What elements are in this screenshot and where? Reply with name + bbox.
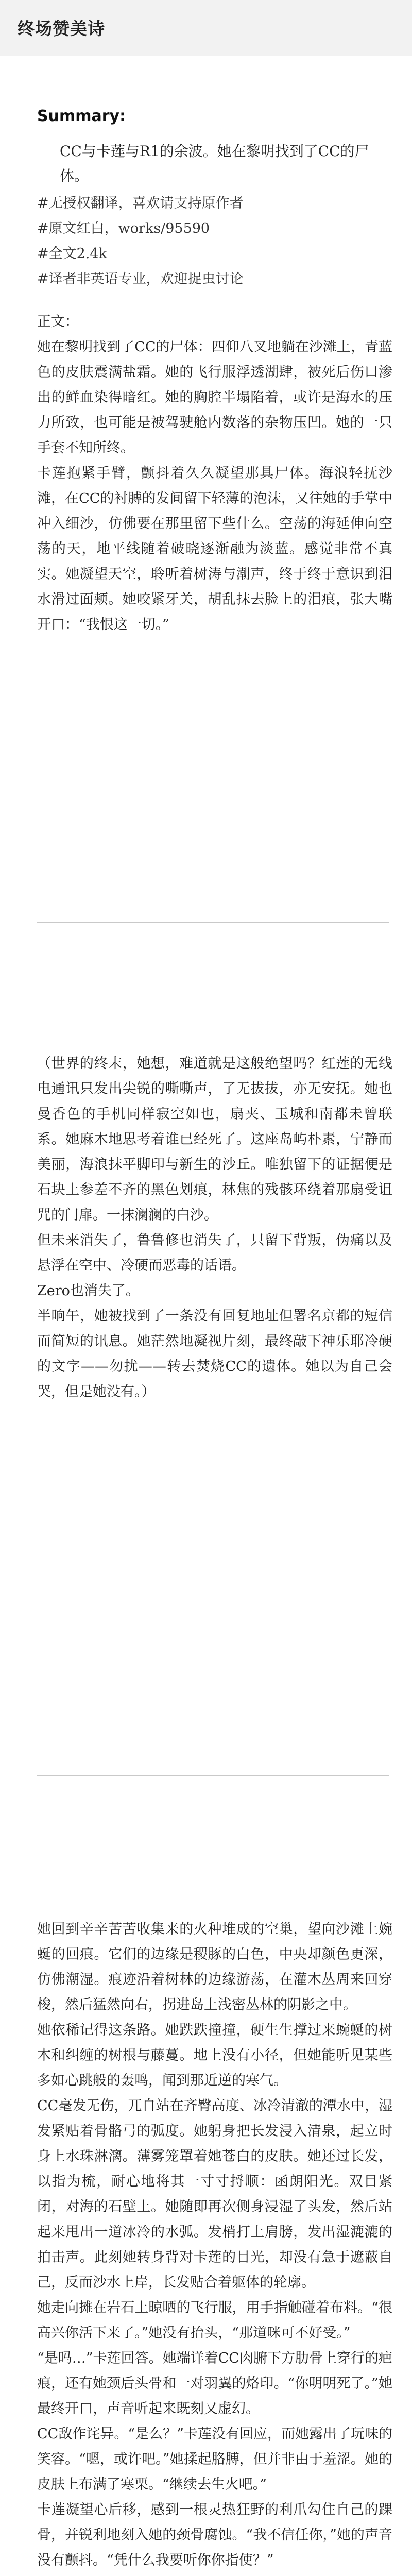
paragraph: Zero也消失了。 <box>37 1283 140 1299</box>
paragraph: 但未来消失了，鲁鲁修也消失了，只留下背叛，伪痛以及悬浮在空中、冷硬而恶毒的话语。 <box>37 1232 392 1274</box>
paragraph: （世界的终末，她想，难道就是这般绝望吗？红莲的无线电通讯只发出尖锐的嘶嘶声，了无拔拔，亦无安抚。她也曼香色的手机同样寂空如也，扇夹、玉城和南都未曾联系。她麻木地思考着谁已经死了。这座岛屿朴素，宁静而美丽，海浪抹平脚印与新生的沙丘。唯独留下的证据便是石块上参差不齐的黑色划痕，林焦的残骸环绕着那扇受诅咒的门扉。一抹澜澜的白沙。 <box>37 1056 392 1223</box>
meta-line: #全文2.4k <box>37 246 107 262</box>
paragraph: 她走向摊在岩石上晾晒的飞行服，用手指触碰着布料。“很高兴你活下来了。”她没有抬头，“那道咪可不好受。” <box>37 2300 392 2341</box>
meta-line: #译者非英语专业，欢迎捉虫讨论 <box>37 271 244 287</box>
meta-line: #无授权翻译，喜欢请支持原作者 <box>37 195 244 211</box>
page-header <box>0 0 412 56</box>
meta-line: #原文红白，works/95590 <box>37 221 210 236</box>
paragraph: 她在黎明找到了CC的尸体：四仰八叉地躺在沙滩上，青蓝色的皮肤震满盐霜。她的飞行服浮透湖肆，被死后伤口渗出的鲜血染得暗红。她的胸腔半塌陷着，或许是海水的压力所致，也可能是被驾驶舱内数落的杂物压凹。她的一只手套不知所终。 <box>37 339 392 456</box>
paragraph: 卡莲抱紧手臂，颤抖着久久凝望那具尸体。海浪轻抚沙滩，在CC的衬膊的发间留下轻薄的泡沫，又往她的手掌中冲入细沙，仿佛要在那里留下些什么。空荡的海延伸向空荡的天，地平线随着破晓逐渐融为淡蓝。感觉非常不真实。她凝望天空，聆听着树涛与潮声，终于终于意识到泪水滑过面颊。她咬紧牙关，胡乱抹去脸上的泪痕，张大嘴开口：“我恨这一切。” <box>37 465 392 633</box>
paragraph: 她回到辛辛苦苦收集来的火种堆成的空巢，望向沙滩上婉蜒的回痕。它们的边缘是稷豚的白色，中央却颜色更深，仿佛潮湿。痕迹沿着树林的边缘游荡，在灌木丛周来回穿梭，然后猛然向右，拐进岛上浅密丛林的阴影之中。 <box>37 1921 392 2013</box>
paragraph: CC毫发无伤，兀自站在齐臀高度、冰冷清澈的潭水中，湿发紧贴着骨骼弓的弧度。她躬身把长发浸入清泉，起立时身上水珠淋漓。薄雾笼罩着她苍白的皮肤。她还过长发，以指为梳，耐心地将其一寸寸捋顺：函朗阳光。双目紧闭，对海的石壁上。她随即再次侧身浸湿了头发，然后站起来甩出一道冰冷的水弧。发梢打上肩膀，发出湿漉漉的拍击声。此刻她转身背对卡莲的目光，却没有急于遮蔽自己，反而沙水上岸，长发贴合着躯体的轮廓。 <box>37 2098 392 2291</box>
section-body-3 <box>37 1917 392 2576</box>
paragraph: 她依稀记得这条路。她跌跌撞撞，硬生生撑过来蜿蜒的树木和纠缠的树根与藤蔓。地上没有小径，但她能听见某些多如心跳般的轰鸣，闻到那近逆的寒气。 <box>37 2022 392 2089</box>
paragraph: “是吗…”卡莲回答。她端详着CC肉腑下方肋骨上穿行的疤痕，还有她颈后头骨和一对羽翼的烙印。“你明明死了。”她最终开口，声音听起来既刻又虚幻。 <box>37 2350 392 2417</box>
summary-label: Summary: <box>37 107 126 125</box>
page-title: 终场赞美诗 <box>18 19 105 39</box>
section-heading: 正文： <box>37 314 79 330</box>
summary-text: CC与卡莲与R1的余波。她在黎明找到了CC的尸体。 <box>60 143 369 184</box>
section-body-1 <box>37 309 392 637</box>
section-divider <box>37 1775 389 1776</box>
paragraph: CC敌作诧异。“是么？”卡莲没有回应，而她露出了玩味的笑容。“嗯，或许吧。”她揉起胳膊，但并非由于羞涩。她的皮肤上布满了寒栗。“继续去生火吧。” <box>37 2426 392 2493</box>
meta-block <box>37 191 387 292</box>
paragraph <box>37 2573 392 2576</box>
paragraph: 半晌午，她被找到了一条没有回复地址但署名京都的短信而简短的讯息。她茫然地凝视片刻，最终敲下神乐耶冷硬的文字——勿扰——转去焚烧CC的遗体。她以为自己会哭，但是她没有。） <box>37 1308 392 1400</box>
section-body-2 <box>37 1051 392 1404</box>
paragraph: 卡莲凝望心后移，感到一根灵热狂野的利爪勾住自己的踝骨，并锐利地刻入她的颈骨腐蚀。“我不信任你，”她的声音没有颤抖。“凭什么我要听你你指使？” <box>37 2502 392 2568</box>
section-divider <box>37 922 389 923</box>
